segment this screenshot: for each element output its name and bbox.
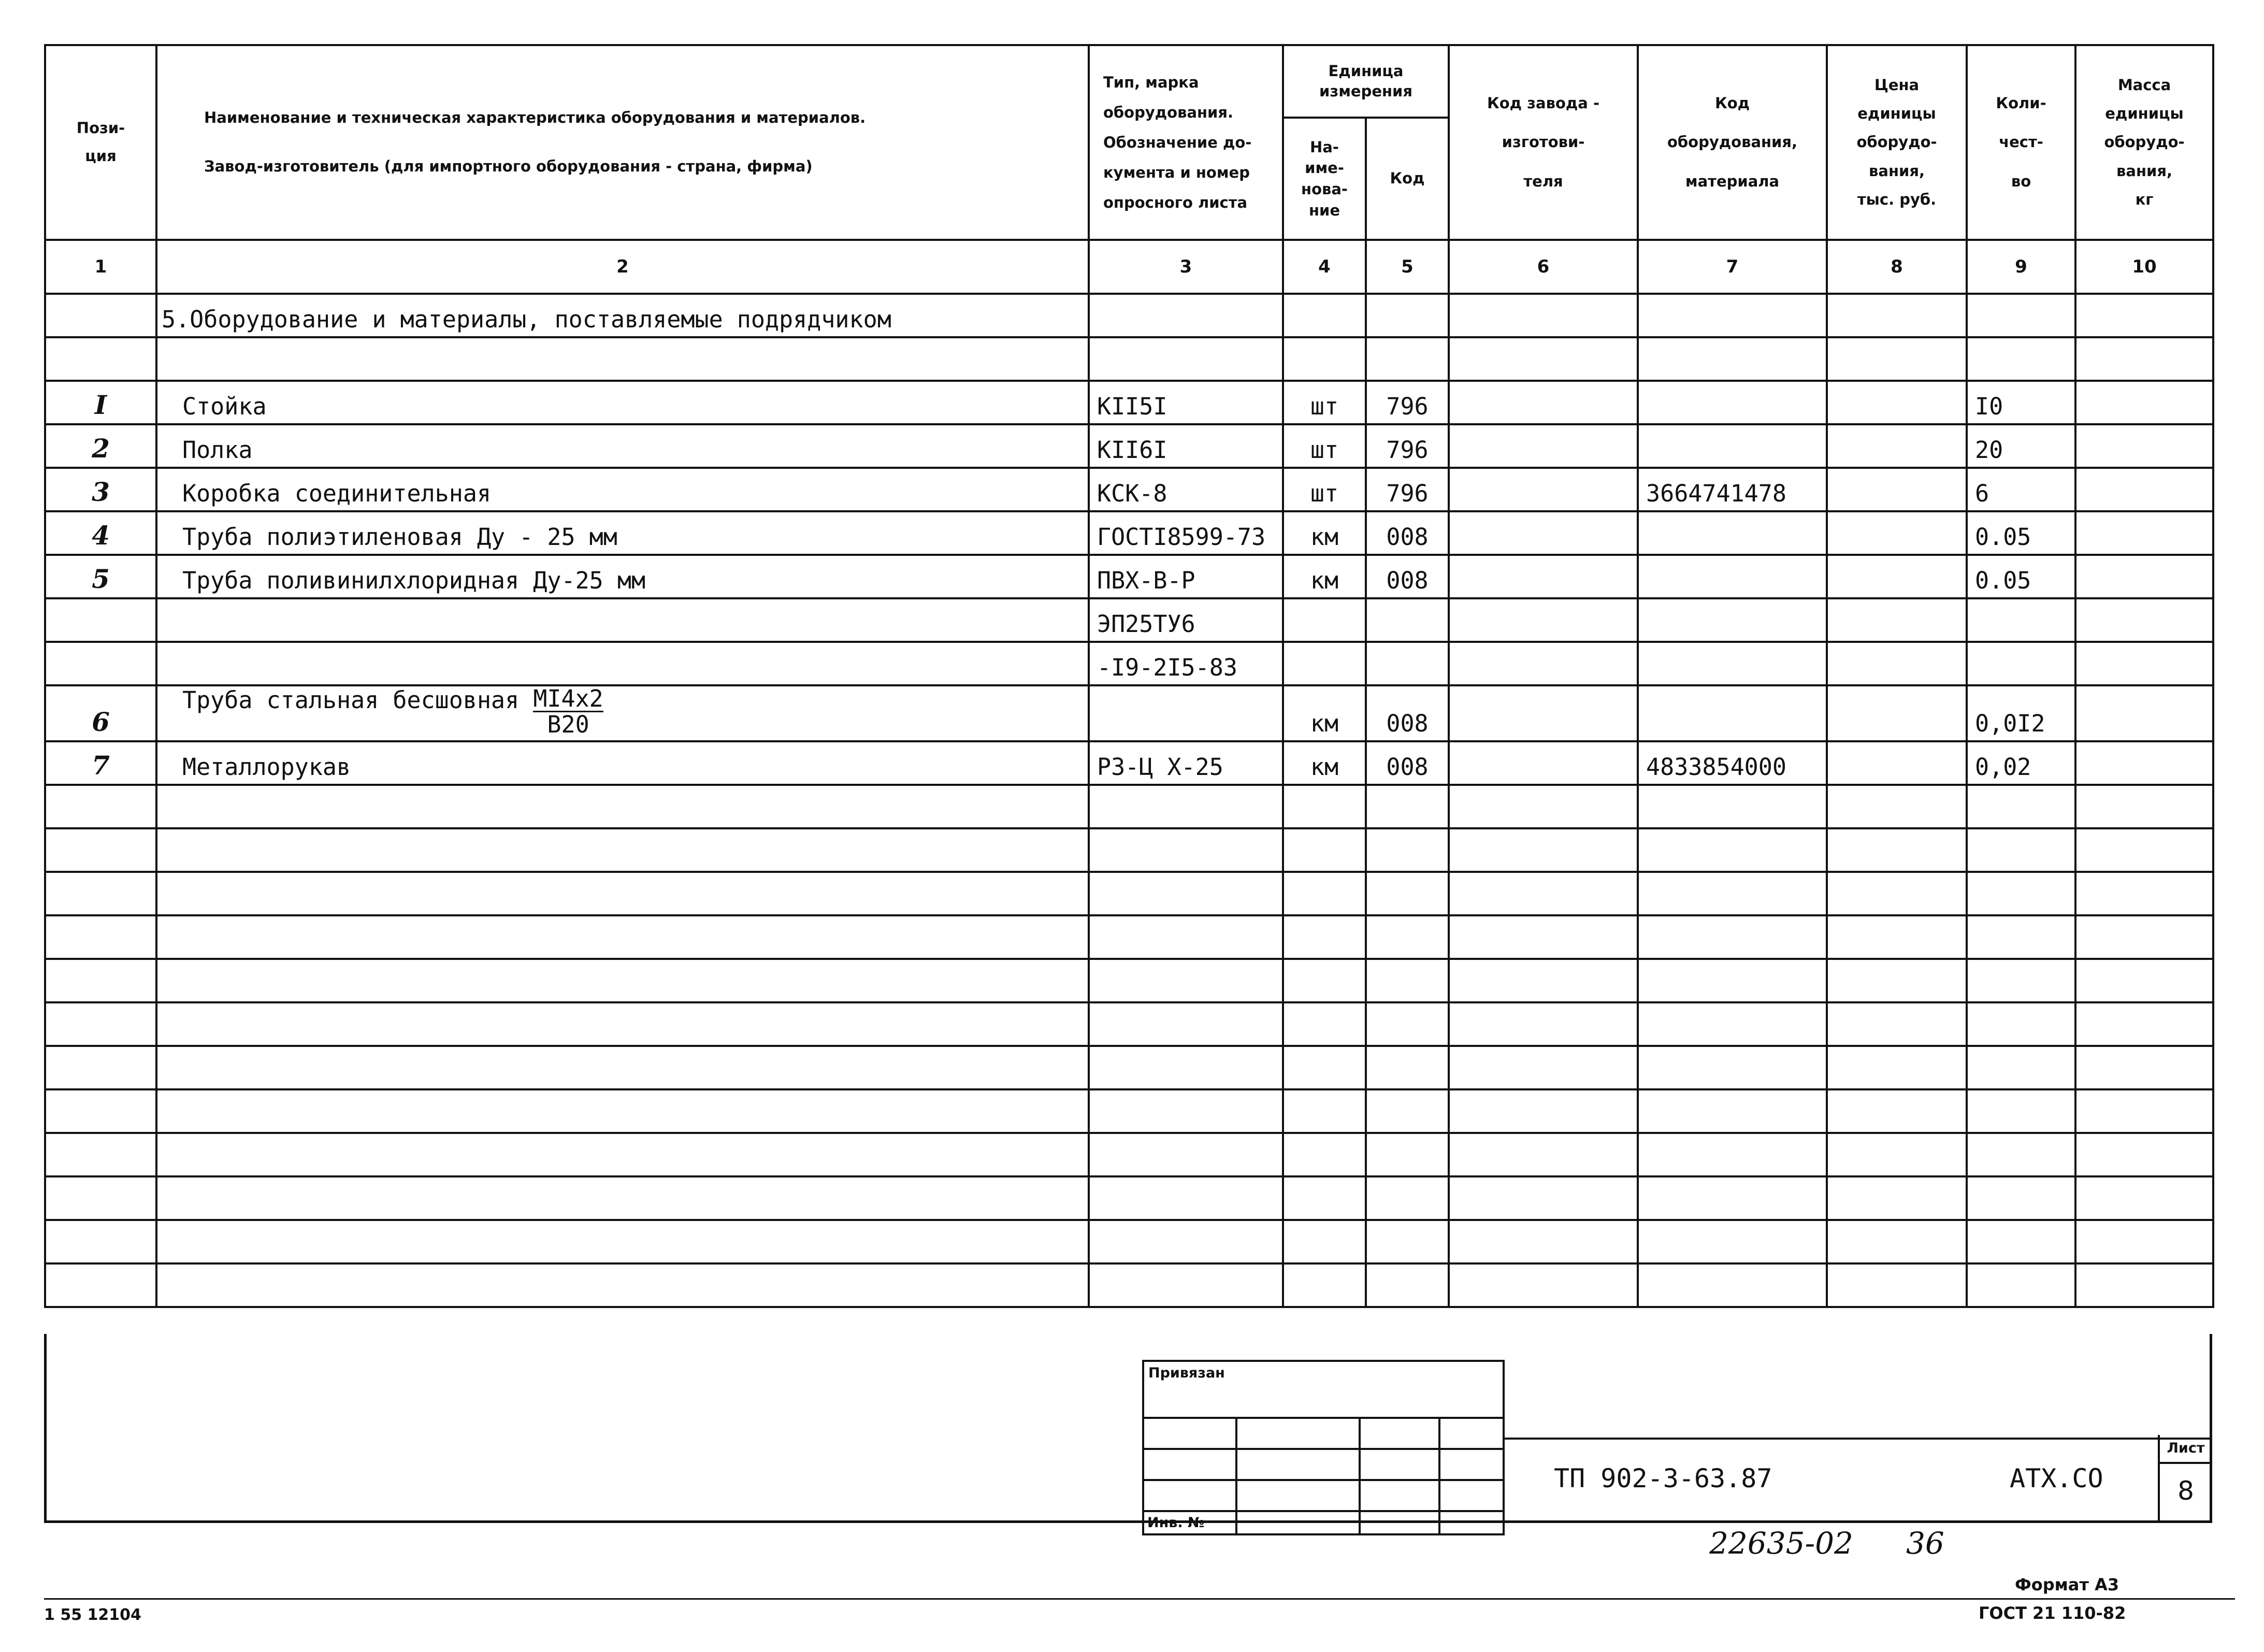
table-row: [45, 1263, 2213, 1307]
empty-cell: [1449, 1263, 1638, 1307]
column-number: 4: [1283, 240, 1366, 294]
empty-cell: [45, 1046, 156, 1089]
header-equipment-code: Код оборудования, материала: [1638, 45, 1827, 240]
empty-cell: [1089, 337, 1283, 381]
row-type: ЭП25ТУ6: [1089, 598, 1283, 642]
empty-cell: [156, 1263, 1089, 1307]
empty-cell: [1366, 1220, 1449, 1263]
empty-cell: [1967, 337, 2075, 381]
row-name: [156, 642, 1089, 685]
empty-cell: [1967, 828, 2075, 872]
empty-cell: [156, 1220, 1089, 1263]
empty-cell: [1967, 1176, 2075, 1220]
format-label: Формат А3: [2015, 1575, 2119, 1594]
empty-cell: [2075, 1133, 2213, 1176]
empty-cell: [1089, 1220, 1283, 1263]
empty-cell: [1366, 785, 1449, 828]
handwritten-registration-number: 22635-02: [1709, 1526, 1853, 1561]
row-quantity: 6: [1967, 468, 2075, 511]
empty-cell: [1449, 337, 1638, 381]
fraction-denominator: В20: [547, 711, 589, 739]
row-unit-code: 796: [1366, 381, 1449, 424]
sheet-bottom-border: [44, 1520, 2212, 1523]
row-price: [1827, 555, 1967, 598]
row-name: Полка: [156, 424, 1089, 468]
empty-cell: [2075, 785, 2213, 828]
empty-cell: [156, 872, 1089, 915]
column-number: 1: [45, 240, 156, 294]
header-unit-name: На- име- нова- ние: [1283, 118, 1366, 240]
empty-cell: [1283, 785, 1366, 828]
row-type: -I9-2I5-83: [1089, 642, 1283, 685]
empty-cell: [1827, 828, 1967, 872]
row-unit: км: [1283, 555, 1366, 598]
empty-cell: [2075, 294, 2213, 337]
row-position: 6: [45, 685, 156, 741]
row-price: [1827, 598, 1967, 642]
empty-cell: [2075, 872, 2213, 915]
empty-cell: [1089, 1089, 1283, 1133]
empty-cell: [156, 1046, 1089, 1089]
sheet-label: Лист: [2160, 1435, 2212, 1464]
empty-cell: [1283, 1046, 1366, 1089]
row-unit: км: [1283, 741, 1366, 785]
row-name: Труба полиэтиленовая Ду - 25 мм: [156, 511, 1089, 555]
row-equipment-code: [1638, 555, 1827, 598]
empty-cell: [1967, 1002, 2075, 1046]
print-code: 1 55 12104: [44, 1606, 141, 1624]
row-equipment-code: 4833854000: [1638, 741, 1827, 785]
empty-cell: [1089, 1133, 1283, 1176]
empty-cell: [1967, 915, 2075, 959]
table-row: [45, 555, 2213, 598]
row-quantity: 0.05: [1967, 555, 2075, 598]
empty-cell: [156, 785, 1089, 828]
column-number: 5: [1366, 240, 1449, 294]
empty-cell: [1967, 1263, 2075, 1307]
row-mass: [2075, 685, 2213, 741]
row-equipment-code: 3664741478: [1638, 468, 1827, 511]
empty-cell: [1366, 1176, 1449, 1220]
empty-cell: [1366, 1133, 1449, 1176]
empty-cell: [1967, 1046, 2075, 1089]
row-equipment-code: [1638, 685, 1827, 741]
row-unit: шт: [1283, 424, 1366, 468]
column-number: 7: [1638, 240, 1827, 294]
column-number: 2: [156, 240, 1089, 294]
empty-cell: [1449, 1220, 1638, 1263]
empty-cell: [45, 959, 156, 1002]
row-mass: [2075, 511, 2213, 555]
empty-cell: [1449, 785, 1638, 828]
row-quantity: 0,0I2: [1967, 685, 2075, 741]
empty-cell: [45, 337, 156, 381]
row-manufacturer-code: [1449, 424, 1638, 468]
table-row: [45, 1002, 2213, 1046]
empty-cell: [1366, 915, 1449, 959]
section-title: 5.Оборудование и материалы, поставляемые подрядчиком: [156, 294, 1089, 337]
empty-cell: [1827, 785, 1967, 828]
empty-cell: [1827, 294, 1967, 337]
row-unit-code: 008: [1366, 511, 1449, 555]
empty-cell: [156, 337, 1089, 381]
row-name: [156, 598, 1089, 642]
row-manufacturer-code: [1449, 685, 1638, 741]
row-equipment-code: [1638, 511, 1827, 555]
empty-cell: [1366, 828, 1449, 872]
table-row: [45, 511, 2213, 555]
table-row: [45, 915, 2213, 959]
row-position: I: [45, 381, 156, 424]
empty-cell: [1283, 1133, 1366, 1176]
specification-table: [44, 44, 2214, 1308]
row-name: Коробка соединительная: [156, 468, 1089, 511]
row-unit: [1283, 598, 1366, 642]
document-mark: АТХ.СО: [2010, 1463, 2103, 1493]
header-type: Тип, марка оборудования. Обозначение до- кумента и номер опросного листа: [1089, 45, 1283, 240]
row-equipment-code: [1638, 424, 1827, 468]
empty-cell: [1449, 294, 1638, 337]
empty-cell: [1967, 785, 2075, 828]
column-number: 6: [1449, 240, 1638, 294]
empty-cell: [1967, 1089, 2075, 1133]
empty-cell: [1449, 1176, 1638, 1220]
empty-cell: [1366, 872, 1449, 915]
empty-cell: [1449, 872, 1638, 915]
row-manufacturer-code: [1449, 555, 1638, 598]
empty-cell: [1283, 959, 1366, 1002]
empty-cell: [1449, 1046, 1638, 1089]
row-unit: шт: [1283, 468, 1366, 511]
empty-cell: [1366, 1263, 1449, 1307]
row-manufacturer-code: [1449, 511, 1638, 555]
row-manufacturer-code: [1449, 642, 1638, 685]
header-quantity: Коли- чест- во: [1967, 45, 2075, 240]
handwritten-page-number: 36: [1906, 1526, 1944, 1561]
section-row: [45, 294, 2213, 337]
row-manufacturer-code: [1449, 741, 1638, 785]
empty-cell: [45, 828, 156, 872]
document-code: ТП 902-3-63.87: [1554, 1463, 1772, 1493]
empty-cell: [1827, 1046, 1967, 1089]
empty-cell: [1638, 1046, 1827, 1089]
row-position: 2: [45, 424, 156, 468]
column-number: 10: [2075, 240, 2213, 294]
title-block-top-line: [1505, 1438, 2212, 1440]
column-number: 3: [1089, 240, 1283, 294]
row-unit: км: [1283, 685, 1366, 741]
empty-cell: [1089, 785, 1283, 828]
empty-cell: [1089, 1002, 1283, 1046]
empty-cell: [1089, 1263, 1283, 1307]
row-price: [1827, 511, 1967, 555]
row-price: [1827, 685, 1967, 741]
empty-cell: [45, 1263, 156, 1307]
header-manufacturer-code: Код завода - изготови- теля: [1449, 45, 1638, 240]
row-quantity: [1967, 642, 2075, 685]
row-quantity: 0.05: [1967, 511, 2075, 555]
table-row: [45, 741, 2213, 785]
row-unit-code: 008: [1366, 555, 1449, 598]
empty-cell: [1449, 1002, 1638, 1046]
row-mass: [2075, 381, 2213, 424]
empty-cell: [1967, 1220, 2075, 1263]
steel-grade-fraction: [533, 686, 603, 737]
empty-cell: [1089, 1046, 1283, 1089]
empty-cell: [1089, 828, 1283, 872]
empty-cell: [1366, 294, 1449, 337]
row-unit: шт: [1283, 381, 1366, 424]
header-name: [156, 45, 1089, 240]
sheet-number: 8: [2178, 1476, 2194, 1506]
empty-cell: [1967, 872, 2075, 915]
footer-line: [44, 1598, 2235, 1600]
empty-cell: [1283, 337, 1366, 381]
empty-cell: [1967, 1133, 2075, 1176]
empty-cell: [1827, 959, 1967, 1002]
table-row: [45, 1176, 2213, 1220]
row-quantity: 0,02: [1967, 741, 2075, 785]
table-row: [45, 337, 2213, 381]
row-unit: км: [1283, 511, 1366, 555]
row-unit: [1283, 642, 1366, 685]
row-mass: [2075, 642, 2213, 685]
empty-cell: [1638, 1220, 1827, 1263]
empty-cell: [1638, 1133, 1827, 1176]
empty-cell: [156, 959, 1089, 1002]
table-row: [45, 642, 2213, 685]
empty-cell: [156, 1176, 1089, 1220]
empty-cell: [156, 1133, 1089, 1176]
empty-cell: [1366, 959, 1449, 1002]
empty-cell: [1449, 828, 1638, 872]
empty-cell: [1449, 915, 1638, 959]
empty-cell: [45, 915, 156, 959]
empty-cell: [1827, 1089, 1967, 1133]
row-mass: [2075, 741, 2213, 785]
empty-cell: [1827, 1176, 1967, 1220]
row-quantity: I0: [1967, 381, 2075, 424]
empty-cell: [2075, 828, 2213, 872]
row-name: Труба поливинилхлоридная Ду-25 мм: [156, 555, 1089, 598]
table-row: [45, 785, 2213, 828]
empty-cell: [156, 915, 1089, 959]
table-row: [45, 872, 2213, 915]
empty-cell: [1638, 1176, 1827, 1220]
empty-cell: [45, 1220, 156, 1263]
empty-cell: [2075, 1046, 2213, 1089]
column-number: 9: [1967, 240, 2075, 294]
table-row: [45, 1220, 2213, 1263]
empty-cell: [1638, 1002, 1827, 1046]
row-type: КII6I: [1089, 424, 1283, 468]
row-type: ПВХ-В-Р: [1089, 555, 1283, 598]
empty-cell: [1827, 1263, 1967, 1307]
row-name-prefix: Труба стальная бесшовная: [182, 686, 520, 714]
row-position: 7: [45, 741, 156, 785]
row-position: 4: [45, 511, 156, 555]
header-unit-code: Код: [1366, 118, 1449, 240]
empty-cell: [156, 1089, 1089, 1133]
table-row: [45, 598, 2213, 642]
header-unit-mass: Масса единицы оборудо- вания, кг: [2075, 45, 2213, 240]
row-unit-code: [1366, 598, 1449, 642]
row-manufacturer-code: [1449, 381, 1638, 424]
row-position: [45, 598, 156, 642]
empty-cell: [1366, 337, 1449, 381]
table-row: [45, 959, 2213, 1002]
attachment-stamp: [1142, 1360, 1505, 1535]
row-position: 3: [45, 468, 156, 511]
table-row: [45, 424, 2213, 468]
empty-cell: [1366, 1002, 1449, 1046]
empty-cell: [1827, 1220, 1967, 1263]
empty-cell: [1283, 1263, 1366, 1307]
row-equipment-code: [1638, 598, 1827, 642]
row-manufacturer-code: [1449, 598, 1638, 642]
row-quantity: [1967, 598, 2075, 642]
sheet-number-cell: [2158, 1435, 2212, 1520]
empty-cell: [1638, 1263, 1827, 1307]
empty-cell: [1638, 294, 1827, 337]
empty-cell: [1638, 337, 1827, 381]
empty-cell: [2075, 1263, 2213, 1307]
empty-cell: [45, 785, 156, 828]
header-unit-price: Цена единицы оборудо- вания, тыс. руб.: [1827, 45, 1967, 240]
table-row: [45, 381, 2213, 424]
row-type: КСК-8: [1089, 468, 1283, 511]
empty-cell: [1827, 1133, 1967, 1176]
fraction-numerator: МI4х2: [533, 685, 603, 712]
empty-cell: [1827, 1002, 1967, 1046]
row-price: [1827, 424, 1967, 468]
sheet-left-border: [44, 1334, 47, 1523]
empty-cell: [1283, 1220, 1366, 1263]
row-price: [1827, 642, 1967, 685]
table-row: [45, 1046, 2213, 1089]
empty-cell: [1638, 959, 1827, 1002]
empty-cell: [1967, 294, 2075, 337]
row-name: Стойка: [156, 381, 1089, 424]
empty-cell: [1283, 1089, 1366, 1133]
empty-cell: [1638, 785, 1827, 828]
empty-cell: [1366, 1046, 1449, 1089]
attached-label: Привязан: [1143, 1361, 1504, 1418]
empty-cell: [1827, 337, 1967, 381]
empty-cell: [1638, 828, 1827, 872]
row-type: ГОСТI8599-73: [1089, 511, 1283, 555]
table-row: [45, 685, 2213, 741]
row-position: 5: [45, 555, 156, 598]
row-equipment-code: [1638, 642, 1827, 685]
row-unit-code: 008: [1366, 685, 1449, 741]
row-mass: [2075, 424, 2213, 468]
row-unit-code: 796: [1366, 424, 1449, 468]
empty-cell: [1283, 1002, 1366, 1046]
row-mass: [2075, 468, 2213, 511]
table-row: [45, 828, 2213, 872]
header-position: Пози- ция: [45, 45, 156, 240]
row-unit-code: 796: [1366, 468, 1449, 511]
empty-cell: [2075, 959, 2213, 1002]
row-mass: [2075, 598, 2213, 642]
table-row: [45, 1089, 2213, 1133]
empty-cell: [1827, 872, 1967, 915]
row-price: [1827, 468, 1967, 511]
row-manufacturer-code: [1449, 468, 1638, 511]
empty-cell: [1366, 1089, 1449, 1133]
empty-cell: [1089, 294, 1283, 337]
row-type: РЗ-Ц Х-25: [1089, 741, 1283, 785]
empty-cell: [1449, 1089, 1638, 1133]
row-position: [45, 642, 156, 685]
empty-cell: [1089, 959, 1283, 1002]
empty-cell: [2075, 1089, 2213, 1133]
row-unit-code: [1366, 642, 1449, 685]
empty-cell: [45, 872, 156, 915]
header-unit-group: Единица измерения: [1283, 45, 1449, 118]
table-row: [45, 468, 2213, 511]
empty-cell: [45, 1002, 156, 1046]
empty-cell: [45, 1133, 156, 1176]
column-number: 8: [1827, 240, 1967, 294]
empty-cell: [45, 294, 156, 337]
empty-cell: [1283, 828, 1366, 872]
empty-cell: [2075, 915, 2213, 959]
empty-cell: [2075, 337, 2213, 381]
empty-cell: [1089, 872, 1283, 915]
row-price: [1827, 741, 1967, 785]
empty-cell: [45, 1176, 156, 1220]
row-type: [1089, 685, 1283, 741]
empty-cell: [1638, 915, 1827, 959]
table-row: [45, 1133, 2213, 1176]
row-price: [1827, 381, 1967, 424]
header-name-line2: Завод-изготовитель (для импортного оборудования - страна, фирма): [204, 157, 813, 175]
empty-cell: [1967, 959, 2075, 1002]
empty-cell: [156, 1002, 1089, 1046]
empty-cell: [1449, 959, 1638, 1002]
empty-cell: [1449, 1133, 1638, 1176]
empty-cell: [1089, 915, 1283, 959]
row-name: Металлорукав: [156, 741, 1089, 785]
empty-cell: [1283, 294, 1366, 337]
row-name: [156, 685, 1089, 741]
row-unit-code: 008: [1366, 741, 1449, 785]
row-mass: [2075, 555, 2213, 598]
empty-cell: [1283, 872, 1366, 915]
empty-cell: [156, 828, 1089, 872]
empty-cell: [2075, 1002, 2213, 1046]
empty-cell: [1638, 1089, 1827, 1133]
empty-cell: [1283, 1176, 1366, 1220]
empty-cell: [1827, 915, 1967, 959]
empty-cell: [1089, 1176, 1283, 1220]
row-equipment-code: [1638, 381, 1827, 424]
gost-label: ГОСТ 21 110-82: [1979, 1603, 2126, 1623]
empty-cell: [45, 1089, 156, 1133]
row-type: КII5I: [1089, 381, 1283, 424]
empty-cell: [2075, 1220, 2213, 1263]
empty-cell: [2075, 1176, 2213, 1220]
row-quantity: 20: [1967, 424, 2075, 468]
empty-cell: [1638, 872, 1827, 915]
empty-cell: [1283, 915, 1366, 959]
header-name-line1: Наименование и техническая характеристика оборудования и материалов.: [204, 109, 866, 127]
